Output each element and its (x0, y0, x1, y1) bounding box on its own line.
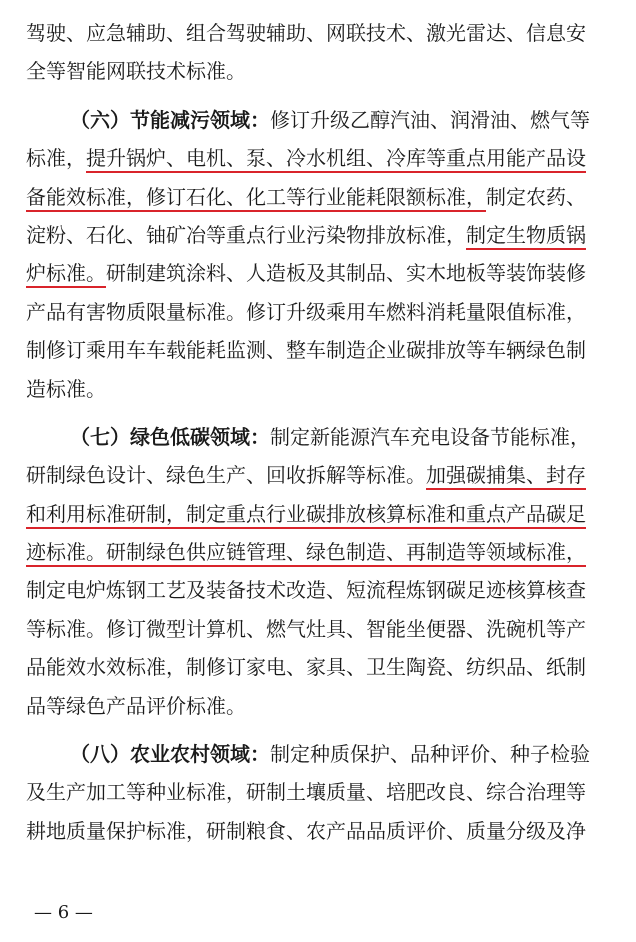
text-span: 全等智能网联技术标准。 (26, 59, 246, 84)
paragraph-6-line-6 (26, 293, 618, 331)
text-span: 品能效水效标准，制修订家电、家具、卫生陶瓷、纺织品、纸制 (26, 655, 586, 680)
paragraph-6-line-1 (26, 101, 618, 139)
paragraph-6-line-2 (26, 139, 618, 177)
paragraph-7-line-5 (26, 571, 618, 609)
text-span: 产品有害物质限量标准。修订升级乘用车燃料消耗量限值标准， (26, 299, 586, 324)
paragraph-gap (26, 725, 618, 735)
text-line (26, 52, 618, 90)
text-span: 造标准。 (26, 376, 106, 401)
underlined-text: 迹标准。研制绿色供应链管理、绿色制造、再制造等领域标准， (26, 540, 586, 567)
underlined-text: 备能效标准，修订石化、化工等行业能耗限额标准， (26, 185, 486, 212)
underlined-text: 制定生物质锅 (466, 223, 586, 250)
paragraph-7-line-2 (26, 456, 618, 494)
text-span: 及生产加工等种业标准，研制土壤质量、培肥改良、综合治理等 (26, 780, 586, 805)
section-heading-8: （八）农业农村领域： (70, 742, 270, 767)
text-span: 等标准。修订微型计算机、燃气灶具、智能坐便器、洗碗机等产 (26, 616, 586, 641)
paragraph-6-line-5 (26, 254, 618, 292)
paragraph-7-line-8 (26, 687, 618, 725)
paragraph-gap (26, 91, 618, 101)
section-heading-6: （六）节能减污领域： (70, 107, 270, 132)
paragraph-8-line-3 (26, 812, 618, 850)
underlined-text: 加强碳捕集、封存 (426, 463, 586, 490)
text-line (26, 14, 618, 52)
paragraph-gap (26, 408, 618, 418)
paragraph-8-line-1 (26, 735, 618, 773)
paragraph-6-line-8 (26, 370, 618, 408)
text-span: 制定新能源汽车充电设备节能标准， (270, 424, 590, 449)
underlined-text: 提升锅炉、电机、泵、冷水机组、冷库等重点用能产品设 (86, 146, 586, 173)
text-span: 制定电炉炼钢工艺及装备技术改造、短流程炼钢碳足迹核算核查 (26, 578, 586, 603)
paragraph-6-line-7 (26, 331, 618, 369)
paragraph-7-line-4 (26, 533, 618, 571)
paragraph-6-line-4 (26, 216, 618, 254)
paragraph-7-line-7 (26, 648, 618, 686)
text-span: 品等绿色产品评价标准。 (26, 693, 246, 718)
text-span: 研制建筑涂料、人造板及其制品、实木地板等装饰装修 (106, 261, 586, 286)
text-span: 制定农药、 (486, 184, 586, 209)
section-heading-7: （七）绿色低碳领域： (70, 424, 270, 449)
underlined-text: 和利用标准研制，制定重点行业碳排放核算标准和重点产品碳足 (26, 502, 586, 529)
text-span: 驾驶、应急辅助、组合驾驶辅助、网联技术、激光雷达、信息安 (26, 21, 586, 45)
text-span: 制修订乘用车车载能耗监测、整车制造企业碳排放等车辆绿色制 (26, 338, 586, 363)
document-page (26, 14, 618, 850)
text-span: 制定种质保护、品种评价、种子检验 (270, 742, 590, 767)
text-span: 研制绿色设计、绿色生产、回收拆解等标准。 (26, 463, 426, 488)
underlined-text: 炉标准。 (26, 261, 106, 288)
paragraph-7-line-6 (26, 610, 618, 648)
paragraph-6-line-3 (26, 178, 618, 216)
text-span: 修订升级乙醇汽油、润滑油、燃气等 (270, 107, 590, 132)
text-span: 标准， (26, 146, 86, 171)
paragraph-8-line-2 (26, 773, 618, 811)
paragraph-7-line-1 (26, 418, 618, 456)
paragraph-7-line-3 (26, 495, 618, 533)
page-number: — 6 — (34, 902, 93, 923)
text-span: 淀粉、石化、铀矿冶等重点行业污染物排放标准， (26, 222, 466, 247)
text-span: 耕地质量保护标准，研制粮食、农产品品质评价、质量分级及净 (26, 818, 586, 843)
